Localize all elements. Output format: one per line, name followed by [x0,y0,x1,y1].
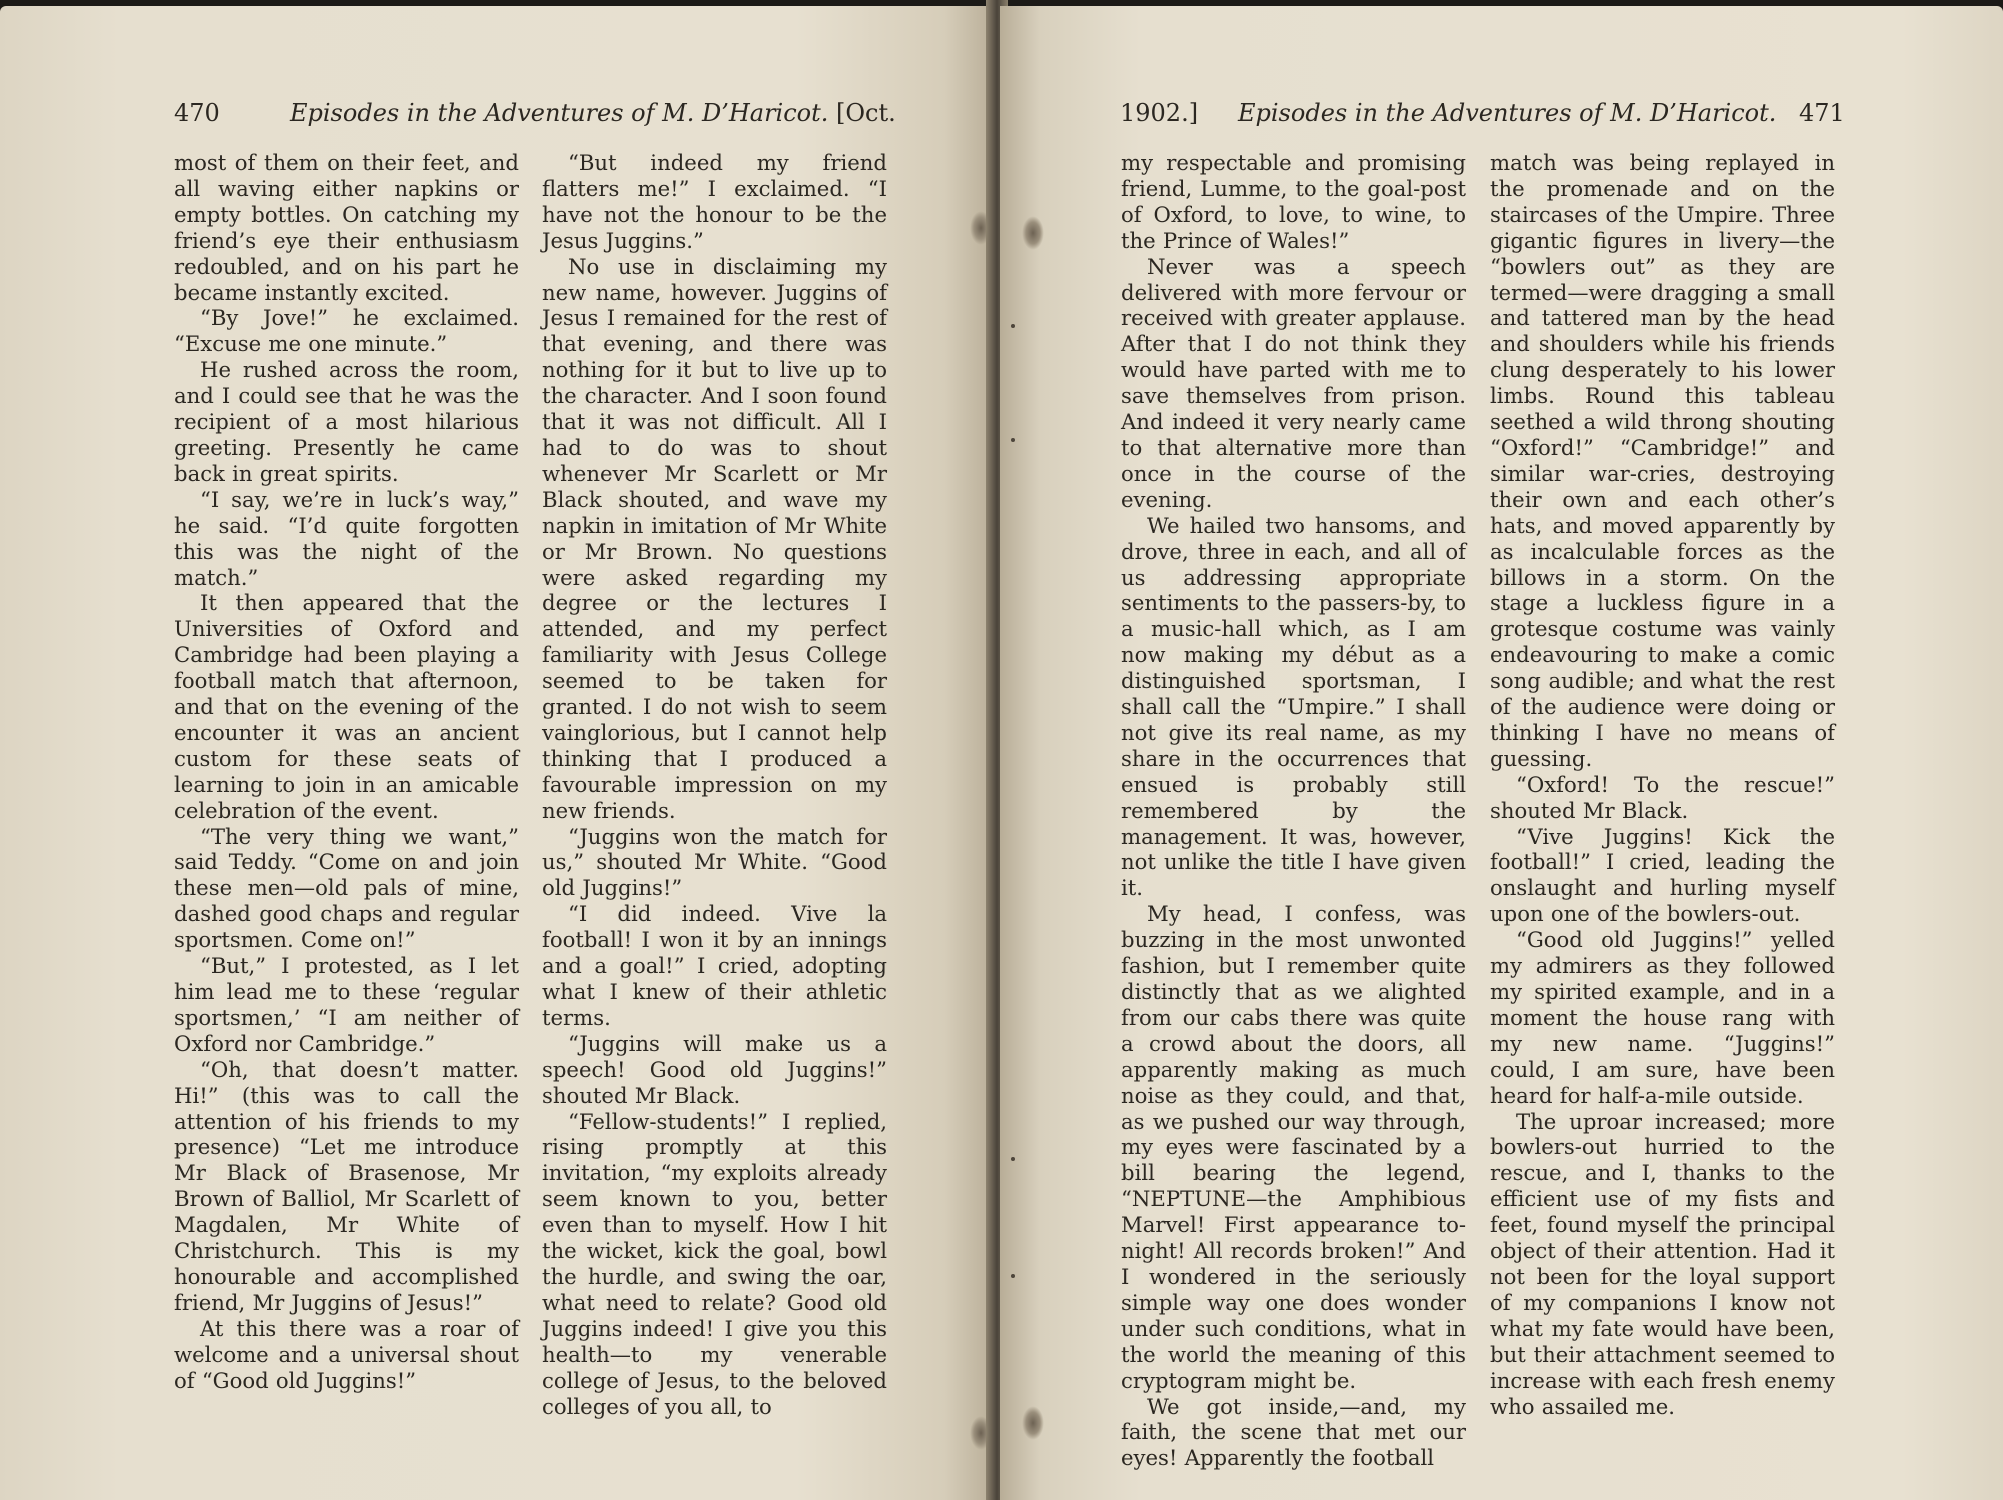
binding-thread-mark [1022,1406,1044,1440]
left-running-title: Episodes in the Adventures of M. D’Haricot. [290,99,829,127]
paragraph: We hailed two hansoms, and drove, three in each, and all of us addressing appropriate sentiments to the passers-by, to a music-hall which, as I am now making my début as a distinguished sportsman, I shall call the “Umpire.” I shall not give its real name, as my share in the occurrences that ensued is probably still remembered by the management. It was, however, not unlike the title I have given it. [1121,512,1466,901]
right-running-title: Episodes in the Adventures of M. D’Haricot. [1238,99,1777,127]
left-column-2 [542,150,887,1419]
paragraph: We got inside,—and, my faith, the scene that met our eyes! Apparently the football [1121,1393,1466,1471]
paragraph: “I did indeed. Vive la football! I won it by an innings and a goal!” I cried, adopting what I knew of their athletic terms. [542,901,887,1030]
left-month: [Oct. [836,99,896,127]
left-page-number: 470 [174,99,220,127]
paragraph: “The very thing we want,” said Teddy. “Come on and join these men—old pals of mine, dashed good chaps and regular sportsmen. Come on!” [174,823,519,953]
paragraph: “Fellow-students!” I replied, rising promptly at this invitation, “my exploits already seem known to you, better even than to myself. How I hit the wicket, kick the goal, bowl the hurdle, and swing the oar, what need to relate? Good old Juggins indeed! I give you this health—to my venerable college of Jesus, to the beloved colleges of you all, to [542,1108,887,1419]
paragraph: “Good old Juggins!” yelled my admirers as they followed my spirited example, and in a moment the house rang with my new name. “Juggins!” could, I am sure, have been heard for half-a-mile outside. [1490,927,1835,1108]
paragraph: “Oh, that doesn’t matter. Hi!” (this was to call the attention of his friends to my presence) “Let me introduce Mr Black of Brasenose, Mr Brown of Balliol, Mr Scarlett of Magdalen, Mr White of Christchurch. This is my honourable and accomplished friend, Mr Juggins of Jesus!” [174,1056,519,1315]
paragraph: “Juggins will make us a speech! Good old Juggins!” shouted Mr Black. [542,1030,887,1108]
left-page [0,6,994,1500]
margin-speck [1011,324,1015,328]
left-column-1 [174,150,519,1394]
paragraph: It then appeared that the Universities of Oxford and Cambridge had been playing a football match that afternoon, and that on the evening of the encounter it was an ancient custom for these seats of learning to join in an amicable celebration of the event. [174,590,519,823]
paragraph: “But indeed my friend flatters me!” I exclaimed. “I have not the honour to be the Jesus Juggins.” [542,150,887,253]
paragraph: My head, I confess, was buzzing in the most unwonted fashion, but I remember quite distinctly that as we alighted from our cabs there was quite a crowd about the doors, all apparently making as much noise as they could, and that, as we pushed our way through, my eyes were fascinated by a bill bearing the legend, “NEPTUNE—the Amphibious Marvel! First appearance to-night! All records broken!” And I wondered in the seriously simple way one does wonder under such conditions, what in the world the meaning of this cryptogram might be. [1121,901,1466,1393]
paragraph: most of them on their feet, and all waving either napkins or empty bottles. On catching my friend’s eye their enthusiasm redoubled, and on his part he became instantly excited. [174,150,519,305]
margin-speck [1011,1274,1015,1278]
right-page [1000,6,2003,1500]
paragraph: No use in disclaiming my new name, however. Juggins of Jesus I remained for the rest of that evening, and there was nothing for it but to live up to the character. And I soon found that it was not difficult. All I had to do was to shout whenever Mr Scarlett or Mr Black shouted, and wave my napkin in imitation of Mr White or Mr Brown. No questions were asked regarding my degree or the lectures I attended, and my perfect familiarity with Jesus College seemed to be taken for granted. I do not wish to seem vainglorious, but I cannot help thinking that I produced a favourable impression on my new friends. [542,253,887,823]
paragraph: The uproar increased; more bowlers-out hurried to the rescue, and I, thanks to the efficient use of my fists and feet, found myself the principal object of their attention. Had it not been for the loyal support of my companions I know not what my fate would have been, but their attachment seemed to increase with each fresh enemy who assailed me. [1490,1108,1835,1419]
right-year: 1902.] [1120,99,1199,127]
paragraph: Never was a speech delivered with more fervour or received with greater applause. After that I do not think they would have parted with me to save themselves from prison. And indeed it very nearly came to that alternative more than once in the course of the evening. [1121,253,1466,512]
paragraph: my respectable and promising friend, Lumme, to the goal-post of Oxford, to love, to wine, to the Prince of Wales!” [1121,150,1466,253]
binding-thread-mark [1022,216,1044,250]
margin-speck [1011,438,1015,442]
paragraph: match was being replayed in the promenade and on the staircases of the Umpire. Three gigantic figures in livery—the “bowlers out” as they are termed—were dragging a small and tattered man by the head and shoulders while his friends clung desperately to his lower limbs. Round this tableau seethed a wild throng shouting “Oxford!” “Cambridge!” and similar war-cries, destroying their own and each other’s hats, and moved apparently by as incalculable forces as the billows in a storm. On the stage a luckless figure in a grotesque costume was vainly endeavouring to make a comic song audible; and what the rest of the audience were doing or thinking I have no means of guessing. [1490,150,1835,771]
paragraph: “I say, we’re in luck’s way,” he said. “I’d quite forgotten this was the night of the match.” [174,486,519,590]
margin-speck [1011,1157,1015,1161]
paragraph: “By Jove!” he exclaimed. “Excuse me one minute.” [174,305,519,357]
paragraph: “But,” I protested, as I let him lead me to these ‘regular sportsmen,’ “I am neither of Oxford nor Cambridge.” [174,953,519,1056]
paragraph: “Juggins won the match for us,” shouted Mr White. “Good old Juggins!” [542,823,887,901]
left-running-head [0,98,994,128]
right-running-head [1000,98,2003,128]
paragraph: “Vive Juggins! Kick the football!” I cried, leading the onslaught and hurling myself upon one of the bowlers-out. [1490,823,1835,927]
paragraph: At this there was a roar of welcome and a universal shout of “Good old Juggins!” [174,1315,519,1393]
paragraph: He rushed across the room, and I could see that he was the recipient of a most hilarious greeting. Presently he came back in great spirits. [174,357,519,486]
right-column-2 [1490,150,1835,1419]
right-column-1 [1121,150,1466,1471]
right-page-number: 471 [1799,99,1845,127]
paragraph: “Oxford! To the rescue!” shouted Mr Black. [1490,771,1835,823]
